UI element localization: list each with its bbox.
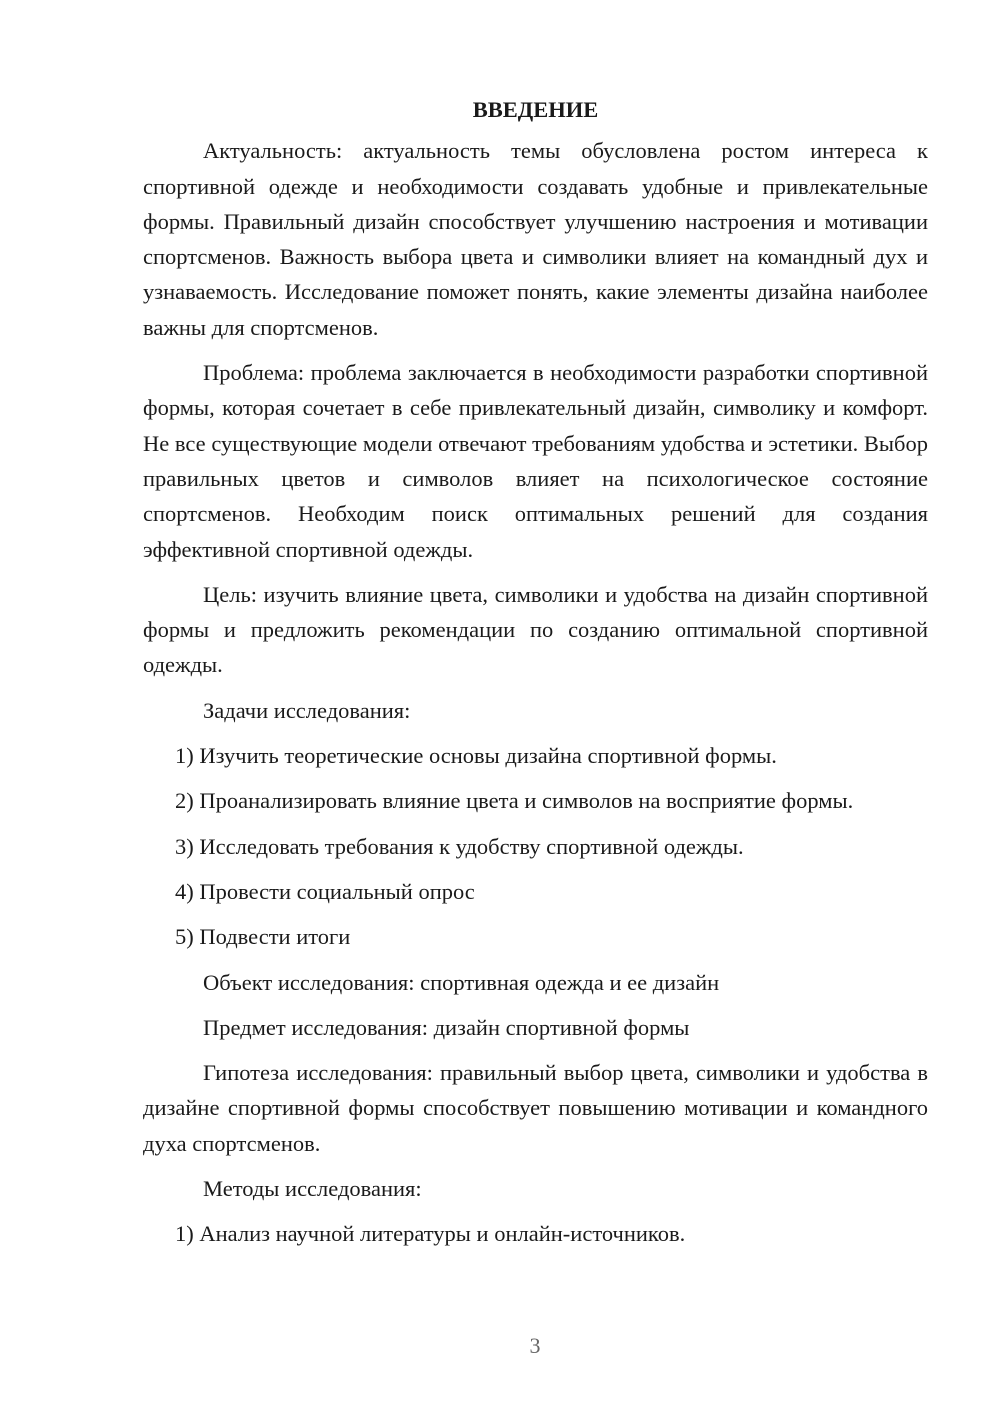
tasks-list [143,738,928,954]
list-item: 2) Проанализировать влияние цвета и символов на восприятие формы. [175,788,854,814]
goal-paragraph: Цель: изучить влияние цвета, символики и удобства на дизайн спортивной формы и предложить рекомендации по созданию оптимальной спортивной одежды. [143,581,928,678]
list-item: 3) Исследовать требования к удобству спортивной одежды. [175,833,744,859]
problem-paragraph: Проблема: проблема заключается в необходимости разработки спортивной формы, которая сочетает в себе привлекательный дизайн, символику и комфорт. Не все существующие модели отвечают требованиям удобства и эстетики. Выбор правильных цветов и символов влияет на психологическое состояние спортсменов. Необходим поиск оптимальных решений для создания эффективной спортивной одежды. [143,360,928,562]
list-item: 1) Анализ научной литературы и онлайн-источников. [175,1221,686,1247]
methods-heading: Методы исследования: [203,1176,422,1202]
list-item: 4) Провести социальный опрос [175,878,475,904]
page-title: ВВЕДЕНИЕ [472,97,599,122]
document-page [143,92,928,1262]
research-subject: Предмет исследования: дизайн спортивной формы [203,1014,690,1040]
page-number: 3 [529,1333,541,1358]
list-item: 1) Изучить теоретические основы дизайна спортивной формы. [175,743,777,769]
methods-list [143,1216,928,1251]
relevance-paragraph: Актуальность: актуальность темы обусловлена ростом интереса к спортивной одежде и необходимости создавать удобные и привлекательные формы. Правильный дизайн способствует улучшению настроения и мотивации спортсменов. Важность выбора цвета и символики влияет на командный дух и узнаваемость. Исследование поможет понять, какие элементы дизайна наиболее важны для спортсменов. [143,138,928,340]
tasks-heading: Задачи исследования: [203,697,411,723]
research-object: Объект исследования: спортивная одежда и ее дизайн [203,969,720,995]
hypothesis-paragraph: Гипотеза исследования: правильный выбор цвета, символики и удобства в дизайне спортивной формы способствует повышению мотивации и командного духа спортсменов. [143,1060,928,1156]
list-item: 5) Подвести итоги [175,924,351,950]
